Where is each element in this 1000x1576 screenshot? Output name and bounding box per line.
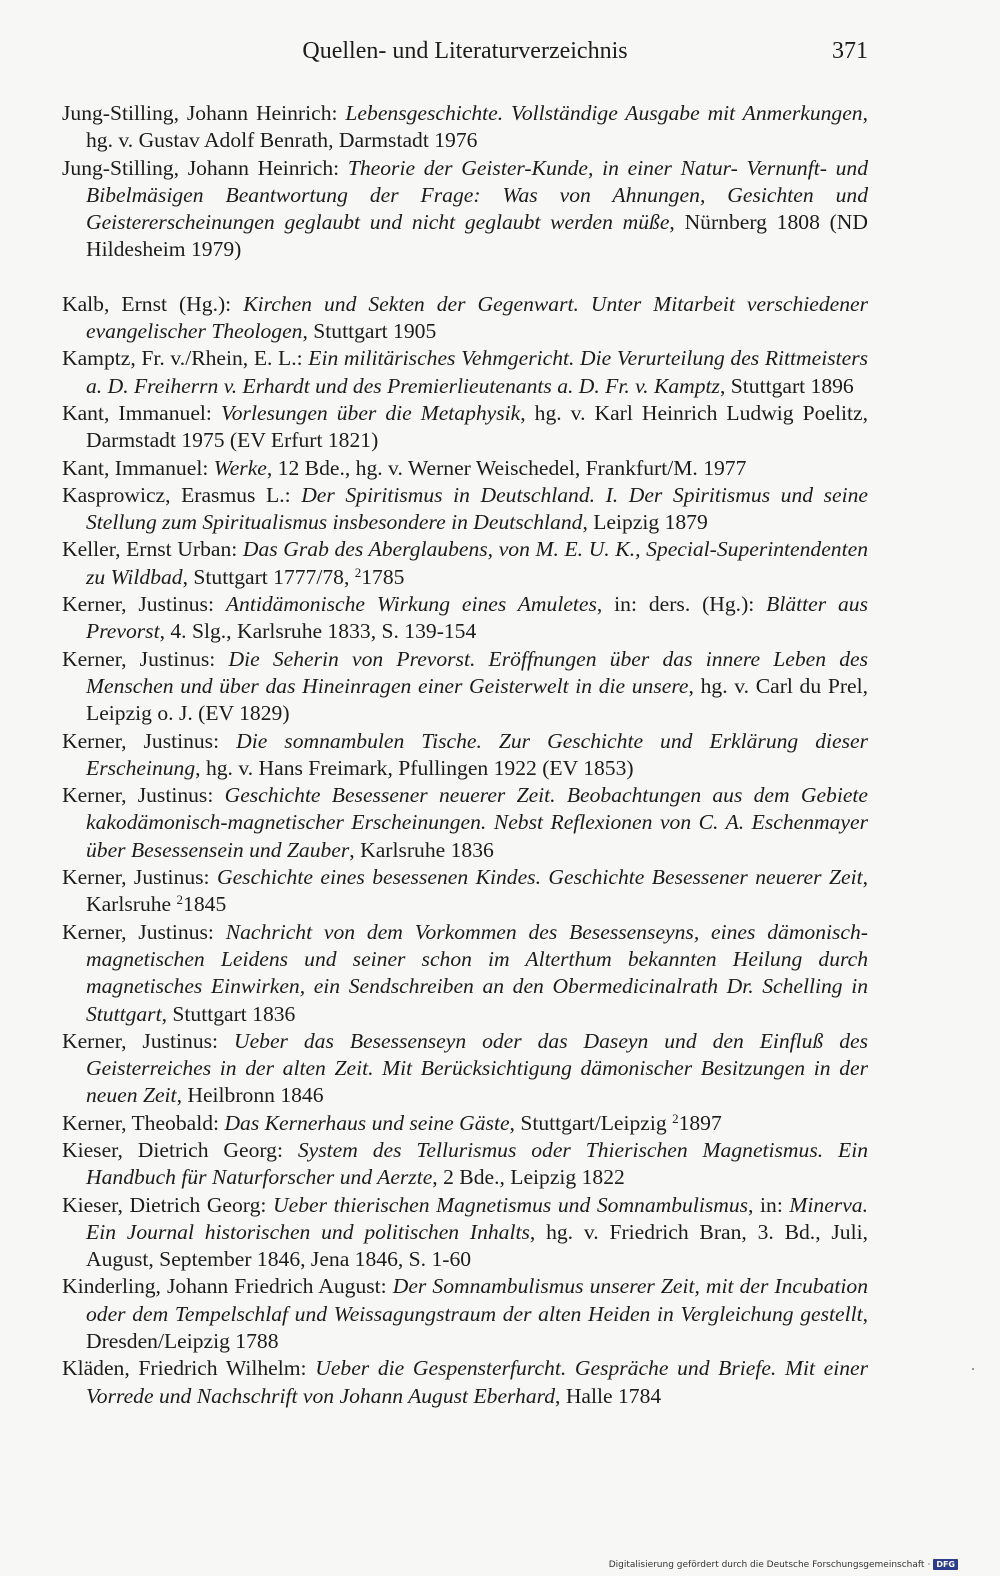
entry-title-italic: Geschichte Besessener neuerer Zeit. Beobachtungen aus dem Gebiete kakodämonisch-magnetischer Erscheinungen. Nebst Reflexionen von C. A. Eschenmayer über Besessensein und Zauber [86, 783, 869, 862]
bibliography-entry [62, 536, 868, 591]
entry-title-italic: Die Seherin von Prevorst. Eröffnungen über das innere Leben des Menschen und über das Hineinragen einer Geisterwelt in die unsere [86, 646, 869, 698]
bibliography-entry [62, 1028, 868, 1110]
bibliography-entry [62, 864, 868, 919]
entry-title-italic: Die somnambulen Tische. Zur Geschichte und Erklärung dieser Erscheinung [86, 728, 869, 780]
entry-text: , Stuttgart 1836 [161, 1001, 296, 1026]
entry-title-italic: Lebensgeschichte. Vollständige Ausgabe mit Anmerkungen [345, 101, 863, 125]
footer-text: Digitalisierung gefördert durch die Deutsche Forschungsgemeinschaft [608, 1559, 925, 1570]
entry-text: , hg. v. Carl du Prel, Leipzig o. J. (EV 1829) [86, 673, 868, 726]
page-number: 371 [832, 38, 868, 64]
entry-text: , hg. v. Karl Heinrich Ludwig Poelitz, Darmstadt 1975 (EV Erfurt 1821) [86, 400, 868, 453]
bibliography-entry [62, 345, 868, 400]
entry-text: Jung-Stilling, Johann Heinrich: [62, 101, 346, 125]
entry-text: , Karlsruhe [86, 865, 868, 917]
bibliography-list [62, 100, 868, 1410]
bibliography-entry [62, 728, 868, 783]
entry-text: , Stuttgart 1896 [719, 373, 854, 398]
entry-text: Kant, Immanuel: [62, 455, 214, 480]
edition-superscript: 2 [354, 564, 362, 580]
entry-text: Kasprowicz, Erasmus L.: [62, 482, 302, 507]
entry-title-italic: Das Grab des Aberglaubens, von M. E. U. K., Special-Superintendenten zu Wildbad [86, 537, 868, 589]
entry-title-italic: Ueber die Gespensterfurcht. Gespräche und Briefe. Mit einer Vorrede und Nachschrift von Johann August Eberhard [86, 1356, 869, 1408]
running-header [62, 36, 868, 70]
entry-text: Kerner, Justinus: [62, 646, 229, 671]
entry-text: Kerner, Justinus: [62, 783, 225, 808]
entry-text: , Leipzig 1879 [582, 510, 708, 535]
bibliography-entry [62, 400, 868, 455]
entry-text: , Dresden/Leipzig 1788 [86, 1301, 868, 1354]
entry-title-italic: Nachricht von dem Vorkommen des Besessenseyns, eines dämonisch-magnetischen Leidens und seiner schon im Alterthum bekannten Heilung durch magnetisches Einwirken, ein Sendschreiben an den Obermedicinalrath Dr. Schelling in Stuttgart [86, 919, 868, 1026]
entry-text: , Nürnberg 1808 (ND Hildesheim 1979) [86, 210, 868, 262]
entry-text: Kinderling, Johann Friedrich August: [62, 1274, 393, 1299]
entry-title-italic: Der Somnambulismus unserer Zeit, mit der Incubation oder dem Tempelschlaf und Weissagungstraum der alten Heiden in Vergleichung gestellt [86, 1274, 868, 1326]
bibliography-entry [62, 291, 868, 346]
entry-text: Keller, Ernst Urban: [62, 537, 243, 562]
entry-title-italic: System des Tellurismus oder Thierischen Magnetismus. Ein Handbuch für Naturforscher und Aerzte [86, 1137, 868, 1190]
entry-text: Jung-Stilling, Johann Heinrich: [62, 155, 348, 180]
entry-text: , 4. Slg., Karlsruhe 1833, S. 139-154 [159, 619, 477, 644]
entry-title-italic: Antidämonische Wirkung eines Amuletes [225, 592, 597, 617]
entry-text: , Stuttgart 1777/78, [182, 564, 355, 589]
entry-title-italic: Der Spiritismus in Deutschland. I. Der Spiritismus und seine Stellung zum Spiritualismus insbesondere in Deutschland [86, 482, 868, 535]
bibliography-entry [62, 591, 868, 646]
entry-text: Kalb, Ernst (Hg.): [62, 291, 244, 316]
entry-title-italic: Ein militärisches Vehmgericht. Die Verurteilung des Rittmeisters a. D. Freiherrn v. Erhardt und des Premierlieutenants a. D. Fr. v. Kamptz [86, 346, 869, 398]
entry-text: 1845 [183, 892, 227, 917]
entry-title-italic: Das Kernerhaus und seine Gäste [224, 1110, 510, 1135]
entry-text: Kamptz, Fr. v./Rhein, E. L.: [62, 346, 309, 371]
entry-text: Kerner, Justinus: [62, 919, 226, 944]
scan-speck [972, 1368, 974, 1370]
bibliography-entry [62, 1110, 868, 1137]
entry-text: , hg. v. Hans Freimark, Pfullingen 1922 (EV 1853) [195, 755, 634, 780]
bibliography-entry [62, 455, 868, 482]
entry-text: , Halle 1784 [555, 1383, 662, 1408]
bibliography-entry [62, 919, 868, 1028]
entry-title-italic: Ueber thierischen Magnetismus und Somnambulismus [273, 1192, 749, 1217]
section-gap [62, 264, 868, 291]
entry-title-italic: Ueber das Besessenseyn oder das Daseyn und den Einfluß des Geisterreiches in der alten Zeit. Mit Berücksichtigung dämonischer Besitzungen in der neuen Zeit [86, 1028, 869, 1108]
page-title: Quellen- und Literaturverzeichnis [302, 38, 628, 64]
entry-text: , Heilbronn 1846 [176, 1083, 324, 1108]
entry-text: , Karlsruhe 1836 [349, 837, 494, 862]
edition-superscript: 2 [176, 892, 184, 908]
entry-text: , in: ders. (Hg.): [596, 592, 767, 617]
entry-text: , Stuttgart 1905 [302, 319, 437, 344]
entry-title-italic: Vorlesungen über die Metaphysik [220, 400, 521, 425]
entry-title-italic: Werke [213, 455, 267, 480]
entry-text: Kerner, Justinus: [62, 728, 237, 753]
dfg-logo-icon: DFG [933, 1559, 958, 1570]
entry-text: Kieser, Dietrich Georg: [62, 1137, 298, 1162]
entry-text: , 2 Bde., Leipzig 1822 [432, 1165, 625, 1190]
entry-title-italic: Kirchen und Sekten der Gegenwart. Unter Mitarbeit verschiedener evangelischer Theologen [86, 291, 868, 344]
bibliography-entry [62, 1355, 868, 1410]
entry-text: , Stuttgart/Leipzig [509, 1110, 673, 1135]
bibliography-entry [62, 646, 868, 728]
entry-text: Kant, Immanuel: [62, 400, 221, 425]
bibliography-entry [62, 482, 868, 537]
entry-text: Kerner, Theobald: [62, 1110, 225, 1135]
entry-text: , 12 Bde., hg. v. Werner Weischedel, Frankfurt/M. 1977 [266, 455, 747, 480]
entry-text: , in: [748, 1192, 790, 1217]
entry-title-italic: Theorie der Geister-Kunde, in einer Natur- Vernunft- und Bibelmäsigen Beantwortung der Frage: Was von Ahnungen, Gesichten und Geistererscheinungen geglaubt und nicht geglaubt werden müße [86, 155, 868, 235]
entry-title-italic: Geschichte eines besessenen Kindes. Geschichte Besessener neuerer Zeit [216, 865, 863, 890]
entry-title-italic: Minerva. Ein Journal historischen und politischen Inhalts [86, 1192, 868, 1244]
entry-text: Kieser, Dietrich Georg: [62, 1192, 274, 1217]
entry-text: Kerner, Justinus: [62, 865, 217, 890]
entry-title-italic: Blätter aus Prevorst [86, 592, 869, 644]
entry-text: 1897 [678, 1110, 722, 1135]
edition-superscript: 2 [672, 1110, 679, 1126]
entry-text: , hg. v. Gustav Adolf Benrath, Darmstadt 1976 [86, 101, 869, 153]
bibliography-entry [62, 782, 868, 864]
bibliography-entry [62, 100, 868, 155]
bibliography-entry [62, 1137, 868, 1192]
bibliography-entry [62, 155, 868, 264]
entry-text: Kerner, Justinus: [62, 592, 226, 617]
entry-text: Kerner, Justinus: [62, 1028, 234, 1053]
bibliography-entry [62, 1273, 868, 1355]
entry-text: 1785 [361, 564, 405, 589]
footer-credit: Digitalisierung gefördert durch die Deutsche Forschungsgemeinschaft · DFG [609, 1559, 958, 1570]
entry-text: , hg. v. Friedrich Bran, 3. Bd., Juli, August, September 1846, Jena 1846, S. 1-60 [86, 1219, 868, 1272]
bibliography-entry [62, 1192, 868, 1274]
entry-text: Kläden, Friedrich Wilhelm: [62, 1356, 316, 1381]
